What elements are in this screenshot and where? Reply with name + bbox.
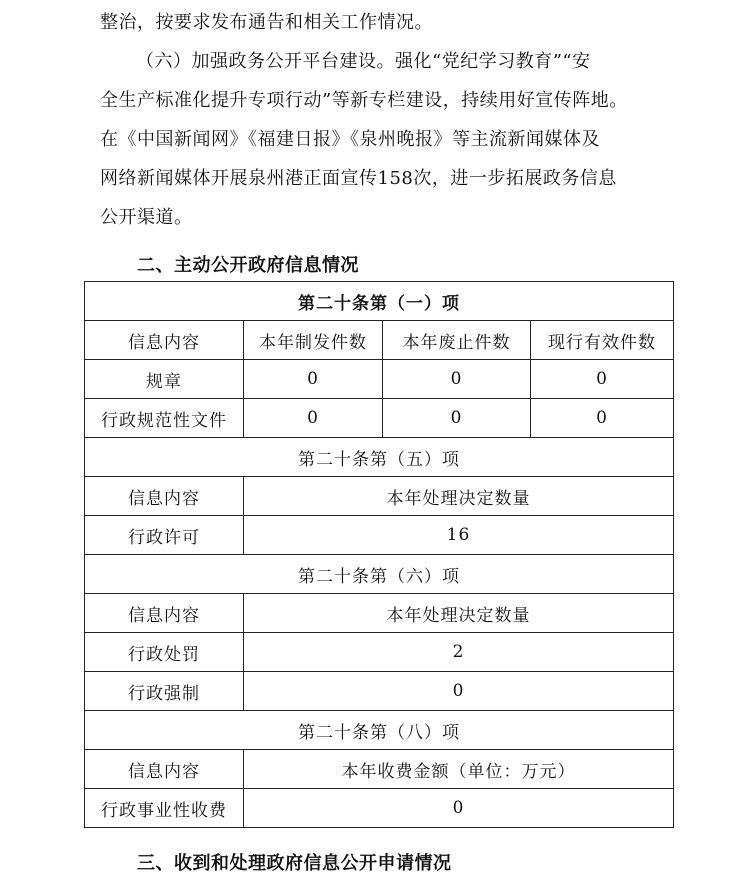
table-cell: 行政事业性收费 [85,789,244,828]
disclosure-table [84,281,674,828]
column-header: 本年处理决定数量 [244,594,674,633]
table-row [85,789,674,828]
table-cell: 2 [244,633,674,672]
section-title: 第二十条第（五）项 [85,438,674,477]
column-header: 信息内容 [85,321,244,360]
text-line: 全生产标准化提升专项行动”等新专栏建设，持续用好宣传阵地。 [100,90,628,111]
section-title-row [85,555,674,594]
table-cell: 0 [383,399,531,438]
table-cell: 行政强制 [85,672,244,711]
section-heading: 三、收到和处理政府信息公开申请情况 [137,853,452,874]
table-title-row [85,282,674,321]
table-cell: 0 [244,399,383,438]
table-cell: 0 [531,360,674,399]
section-heading: 二、主动公开政府信息情况 [137,255,359,276]
text-line: 整治，按要求发布通告和相关工作情况。 [100,12,433,33]
column-header: 现行有效件数 [531,321,674,360]
table-cell: 0 [244,360,383,399]
table-cell: 规章 [85,360,244,399]
table-header-row [85,321,674,360]
intro-paragraph [100,3,670,237]
table-cell: 16 [244,516,674,555]
section-title: 第二十条第（六）项 [85,555,674,594]
table-cell: 行政处罚 [85,633,244,672]
table-cell: 行政许可 [85,516,244,555]
section-title: 第二十条第（八）项 [85,711,674,750]
table-cell: 0 [244,789,674,828]
table-row [85,516,674,555]
column-header: 本年制发件数 [244,321,383,360]
text-line: （六）加强政务公开平台建设。强化“党纪学习教育”“安 [136,51,591,72]
column-header: 本年收费金额（单位：万元） [244,750,674,789]
column-header: 信息内容 [85,477,244,516]
column-header: 本年处理决定数量 [244,477,674,516]
section-title-row [85,711,674,750]
table-cell: 0 [531,399,674,438]
column-header: 信息内容 [85,750,244,789]
table-header-row [85,477,674,516]
table-row [85,399,674,438]
table-header-row [85,594,674,633]
table-cell: 0 [383,360,531,399]
text-line: 网络新闻媒体开展泉州港正面宣传158次，进一步拓展政务信息 [100,168,617,189]
table-header-row [85,750,674,789]
column-header: 信息内容 [85,594,244,633]
table-row [85,633,674,672]
table-cell: 0 [244,672,674,711]
table-title: 第二十条第（一）项 [85,282,674,321]
column-header: 本年废止件数 [383,321,531,360]
text-line: 在《中国新闻网》《福建日报》《泉州晚报》等主流新闻媒体及 [100,129,600,150]
table-row [85,360,674,399]
table-cell: 行政规范性文件 [85,399,244,438]
table-row [85,672,674,711]
text-line: 公开渠道。 [100,207,193,228]
section-title-row [85,438,674,477]
